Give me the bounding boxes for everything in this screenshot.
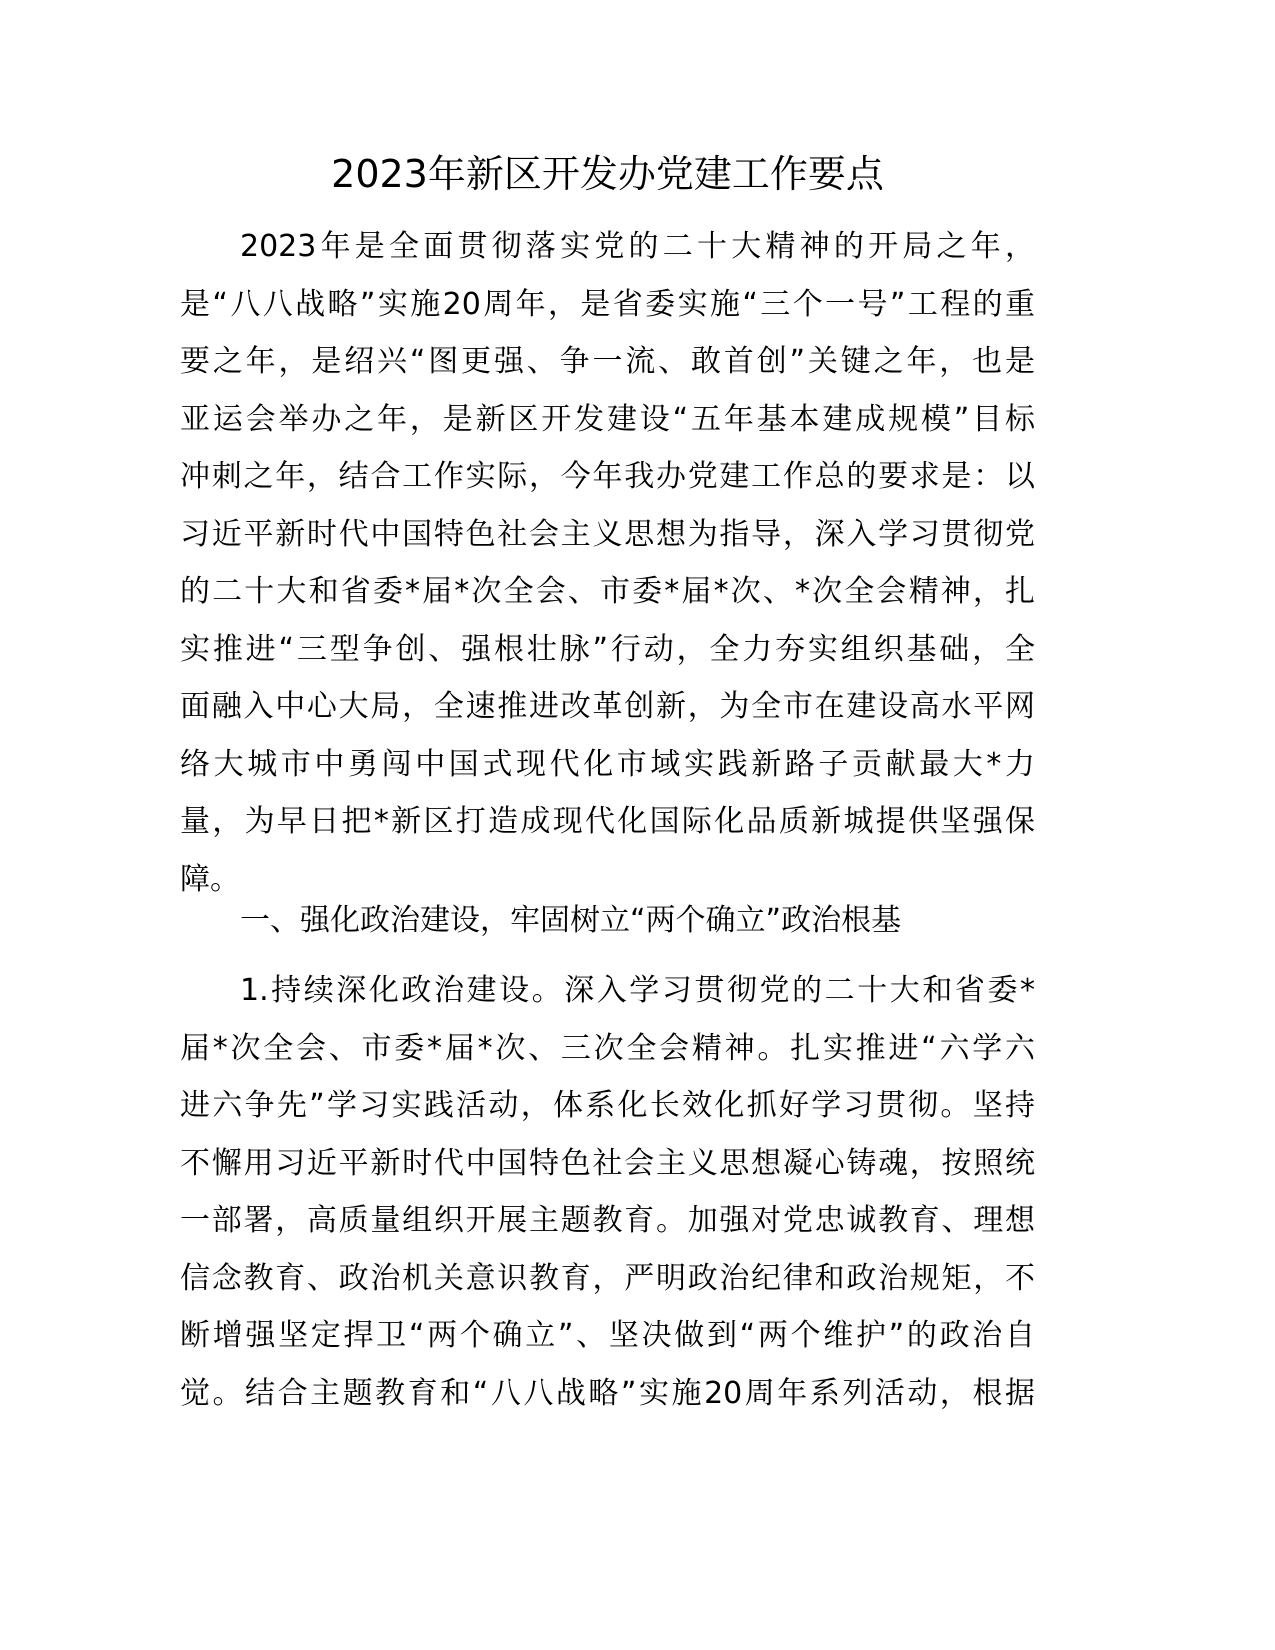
intro-line: 实推进“三型争创、强根壮脉”行动，全力夯实组织基础，全 [180,631,1035,667]
item-line: 届*次全会、市委*届*次、三次全会精神。扎实推进“六学六 [180,1030,1035,1066]
intro-line: 面融入中心大局，全速推进改革创新，为全市在建设高水平网 [180,689,1035,724]
item-line: 觉。结合主题教育和“八八战略”实施20周年系列活动，根据 [180,1375,1035,1411]
intro-line: 冲刺之年，结合工作实际，今年我办党建工作总的要求是：以 [180,459,1035,494]
intro-paragraph [180,218,1035,908]
intro-line: 的二十大和省委*届*次全会、市委*届*次、*次全会精神，扎 [180,574,1035,609]
item-line: 不懈用习近平新时代中国特色社会主义思想凝心铸魂，按照统 [180,1145,1035,1181]
intro-line: 障。 [180,861,240,897]
item-line: 一部署，高质量组织开展主题教育。加强对党忠诚教育、理想 [180,1203,1035,1238]
section-heading: 一、强化政治建设，牢固树立“两个确立”政治根基 [240,903,902,938]
intro-line: 习近平新时代中国特色社会主义思想为指导，深入学习贯彻党 [180,516,1035,552]
intro-line: 络大城市中勇闯中国式现代化市域实践新路子贡献最大*力 [180,746,1035,782]
item-paragraph [180,962,1035,1422]
item-line: 断增强坚定捍卫“两个确立”、坚决做到“两个维护”的政治自 [180,1318,1035,1353]
document-title: 2023年新区开发办党建工作要点 [331,152,884,196]
intro-line: 亚运会举办之年，是新区开发建设“五年基本建成规模”目标 [180,401,1035,437]
intro-line: 是“八八战略”实施20周年，是省委实施“三个一号”工程的重 [180,286,1035,322]
item-line: 进六争先”学习实践活动，体系化长效化抓好学习贯彻。坚持 [180,1088,1035,1123]
intro-line: 要之年，是绍兴“图更强、争一流、敢首创”关键之年，也是 [180,344,1035,379]
item-line: 信念教育、政治机关意识教育，严明政治纪律和政治规矩，不 [180,1260,1035,1296]
item-line: 1.持续深化政治建设。深入学习贯彻党的二十大和省委* [240,973,1035,1008]
intro-line: 2023年是全面贯彻落实党的二十大精神的开局之年， [240,229,1035,264]
intro-line: 量，为早日把*新区打造成现代化国际化品质新城提供坚强保 [180,804,1035,839]
